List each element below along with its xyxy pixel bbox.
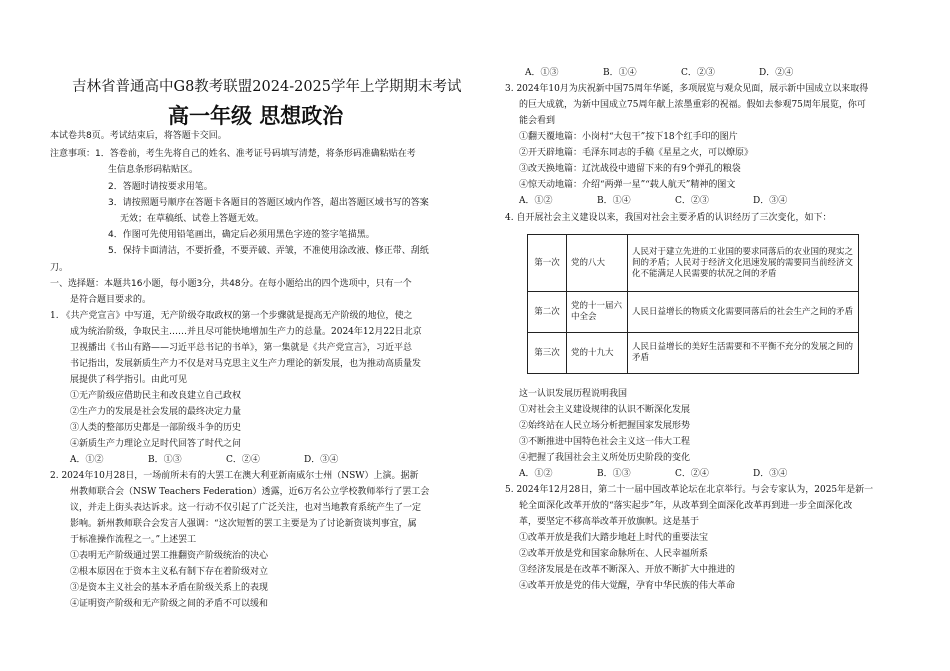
q5-line: 革，要坚定不移高举改革开放旗帜。这是基于 [519,517,700,527]
option-c[interactable]: C．②④ [226,455,260,465]
table-cell-stage: 第三次 [528,333,567,374]
note-line: 2．答题时请按要求用笔。 [108,182,213,192]
q1-line: ①无产阶级应借助民主和改良建立自己政权 [70,391,242,401]
table-cell-content: 人民日益增长的物质文化需要同落后的社会生产之间的矛盾 [628,292,859,333]
q1-line: 卫视播出《书山有路——习近平总书记的书单》，第一集就是《共产党宣言》，习近平总 [70,343,413,353]
option-c[interactable]: C．②④ [675,469,709,479]
q4-line: 这一认识发展历程说明我国 [519,389,628,399]
option-a[interactable]: A．①③ [525,68,559,78]
section-heading: 一、选择题：本题共16小题，每小题3分，共48分。在每小题给出的四个选项中，只有一个 [50,279,412,289]
q2-options [525,67,837,79]
table-row [528,235,859,292]
q1-options [70,454,382,466]
q1-line: 展提供了科学指引。由此可见 [70,375,188,385]
q2-line: ②根本原因在于资本主义私有制下存在着阶级对立 [70,567,269,577]
q2-line: 州教师联合会（NSW Teachers Federation）透露，近6万名公立学校教师举行了罢工会 [70,487,430,497]
q2-line: 影响。新州教师联合会发言人强调：“这次短暂的罢工主要是为了讨论新资谈判事宜，属 [70,519,417,529]
table-cell-content: 人民日益增长的美好生活需要和不平衡不充分的发展之间的矛盾 [628,333,859,374]
q3-line: 能会看到 [519,116,556,126]
q5-line: 5. 2024年12月28日，第二十一届中国改革论坛在北京举行。与会专家认为，2025年是新一 [505,485,874,495]
q4-line: ①对社会主义建设规律的认识不断深化发展 [519,405,691,415]
option-d[interactable]: D．③④ [753,469,788,479]
section-heading: 是符合题目要求的。 [70,295,152,305]
table-row [528,333,859,374]
note-line: 4．作图可先使用铅笔画出，确定后必须用黑色字迹的签字笔描黑。 [108,230,375,240]
option-b[interactable]: B．①③ [597,469,631,479]
intro-line: 本试卷共8页。考试结束后，将答题卡交回。 [50,131,227,141]
q5-line: 轮全面深化改革开放的“落实起步”年，从改革到全面深化改革再到进一步全面深化改 [519,501,853,511]
q2-line: ③是资本主义社会的基本矛盾在阶级关系上的表现 [70,583,269,593]
q2-line: 议，并走上街头表达诉求。这一行动不仅引起了广泛关注，也对当地教育系统产生了一定 [70,503,422,513]
q2-line: 于标准操作流程之一。”上述罢工 [70,535,197,545]
note-line: 5．保持卡面清洁，不要折叠，不要弄破、弄皱，不准使用涂改液、修正带、刮纸 [108,246,429,256]
q4-line: ③不断推进中国特色社会主义这一伟大工程 [519,437,691,447]
table-cell-meeting: 党的十一届六中全会 [567,292,628,333]
table-row [528,292,859,333]
option-b[interactable]: B．①④ [597,196,631,206]
option-d[interactable]: D．③④ [304,455,339,465]
option-b[interactable]: B．①③ [148,455,182,465]
q4-options [519,468,831,480]
q2-line: 2. 2024年10月28日，一场前所未有的大罢工在澳大利亚新南威尔士州（NSW）上演。据新 [50,471,419,481]
q4-line: ④把握了我国社会主义所处历史阶段的变化 [519,453,691,463]
q3-line: ③改天换地篇：辽沈战役中遗留下来的有9个弹孔的粮袋 [519,164,741,174]
q3-line: ①翻天覆地篇：小岗村“大包干”按下18个红手印的图片 [519,132,738,142]
contradiction-table [527,234,859,374]
table-cell-meeting: 党的十九大 [567,333,628,374]
note-line: 刀。 [50,263,69,273]
q2-line: ①表明无产阶级通过罢工推翻资产阶级统治的决心 [70,551,269,561]
note-line: 注意事项：1．答卷前，考生先将自己的姓名、准考证号码填写清楚，将条形码准确粘贴在考 [50,149,416,159]
q3-options [519,195,831,207]
option-a[interactable]: A．①② [70,455,104,465]
option-b[interactable]: B．①④ [603,68,637,78]
table-cell-content: 人民对于建立先进的工业国的要求同落后的农业国的现实之间的矛盾；人民对于经济文化迅速发展的需要同当前经济文化不能满足人民需要的状况之间的矛盾 [628,235,859,292]
note-line: 生信息条形码粘贴区。 [108,165,199,175]
q5-line: ④改革开放是党的伟大觉醒，孕育中华民族的伟大革命 [519,581,736,591]
option-d[interactable]: D．③④ [753,196,788,206]
q3-line: ④惊天动地篇：介绍“两弹一星”“载人航天”精神的图文 [519,180,736,190]
q3-line: ②开天辟地篇：毛泽东同志的手稿《星星之火，可以燎原》 [519,148,754,158]
q5-line: ①改革开放是我们大踏步地赶上时代的重要法宝 [519,533,709,543]
note-line: 无效；在草稿纸、试卷上答题无效。 [120,214,265,224]
table-cell-stage: 第一次 [528,235,567,292]
option-c[interactable]: C．②③ [675,196,709,206]
option-a[interactable]: A．①② [519,196,553,206]
q1-line: 书记指出，发展新质生产力不仅是对马克思主义生产力理论的新发展，也为推动高质量发 [70,359,422,369]
q3-line: 的巨大成就，为新中国成立75周年献上浓墨重彩的祝福。假如去参观75周年展览，你可 [519,100,866,110]
table-cell-stage: 第二次 [528,292,567,333]
q1-line: ③人类的整部历史都是一部阶级斗争的历史 [70,423,242,433]
q2-line: ④证明资产阶级和无产阶级之间的矛盾不可以缓和 [70,599,269,609]
q5-line: ③经济发展是在改革不断深入、开放不断扩大中推进的 [519,565,736,575]
q4-stem: 4. 自开展社会主义建设以来，我国对社会主要矛盾的认识经历了三次变化，如下： [505,213,832,223]
q3-line: 3. 2024年10月为庆祝新中国75周年华诞，多项展览与观众见面，展示新中国成立以来取得 [505,84,869,94]
exam-subtitle: 高一年级 思想政治 [168,104,344,128]
exam-title: 吉林省普通高中G8教考联盟2024-2025学年上学期期末考试 [72,79,462,95]
q1-line: 1. 《共产党宣言》中写道，无产阶级夺取政权的第一个步骤就是提高无产阶级的地位，使之 [50,311,413,321]
note-line: 3．请按照题号顺序在答题卡各题目的答题区域内作答，超出答题区域书写的答案 [108,198,429,208]
q1-line: ②生产力的发展是社会发展的最终决定力量 [70,407,242,417]
option-a[interactable]: A．①② [519,469,553,479]
q1-line: 成为统治阶级，争取民主……并且尽可能快地增加生产力的总量。2024年12月22日北京 [70,327,422,337]
table-cell-meeting: 党的八大 [567,235,628,292]
q5-line: ②改革开放是党和国家命脉所在、人民幸福所系 [519,549,709,559]
q1-line: ④新质生产力理论立足时代回答了时代之问 [70,439,242,449]
option-c[interactable]: C．②③ [681,68,715,78]
q4-line: ②始终站在人民立场分析把握国家发展形势 [519,421,691,431]
option-d[interactable]: D．②④ [759,68,794,78]
